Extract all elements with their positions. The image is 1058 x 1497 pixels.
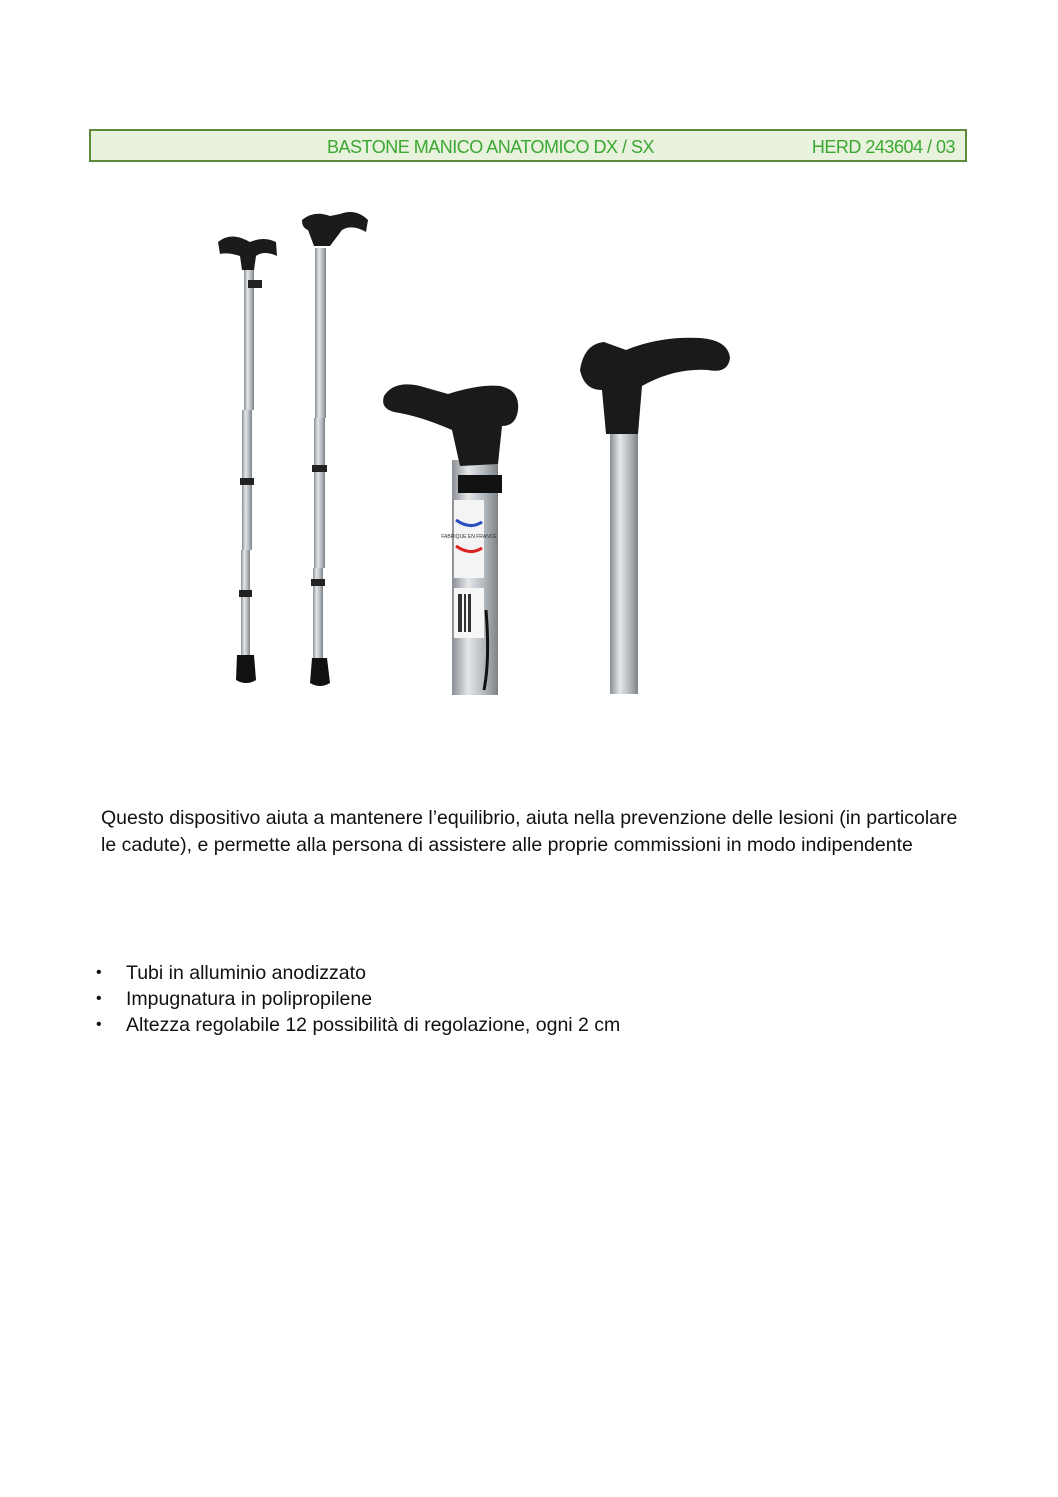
bullet-icon: • (96, 964, 102, 981)
product-photo (180, 190, 780, 700)
list-item (90, 986, 620, 1012)
feature-text: Tubi in alluminio anodizzato (126, 962, 366, 984)
list-item (90, 960, 620, 986)
feature-text: Altezza regolabile 12 possibilità di regolazione, ogni 2 cm (126, 1014, 621, 1036)
cane-full-right (302, 212, 368, 686)
product-title: BASTONE MANICO ANATOMICO DX / SX (327, 137, 655, 157)
feature-text: Impugnatura in polipropilene (126, 988, 373, 1010)
product-code: HERD 243604 / 03 (811, 137, 955, 157)
bullet-icon: • (96, 1016, 102, 1033)
bullet-icon: • (96, 990, 102, 1007)
feature-list (90, 960, 620, 1038)
made-in-france-label: FABRIQUE EN FRANCE (441, 534, 497, 540)
product-description: Questo dispositivo aiuta a mantenere l’equilibrio, aiuta nella prevenzione delle lesioni (in particolare le cadute), e permette alla persona di assistere alle proprie commissioni in modo indipendente (101, 807, 958, 856)
list-item (90, 1012, 620, 1038)
cane-closeup-left (383, 384, 518, 695)
cane-full-left (218, 236, 277, 683)
cane-closeup-right (580, 338, 730, 694)
header-bar (89, 129, 967, 162)
